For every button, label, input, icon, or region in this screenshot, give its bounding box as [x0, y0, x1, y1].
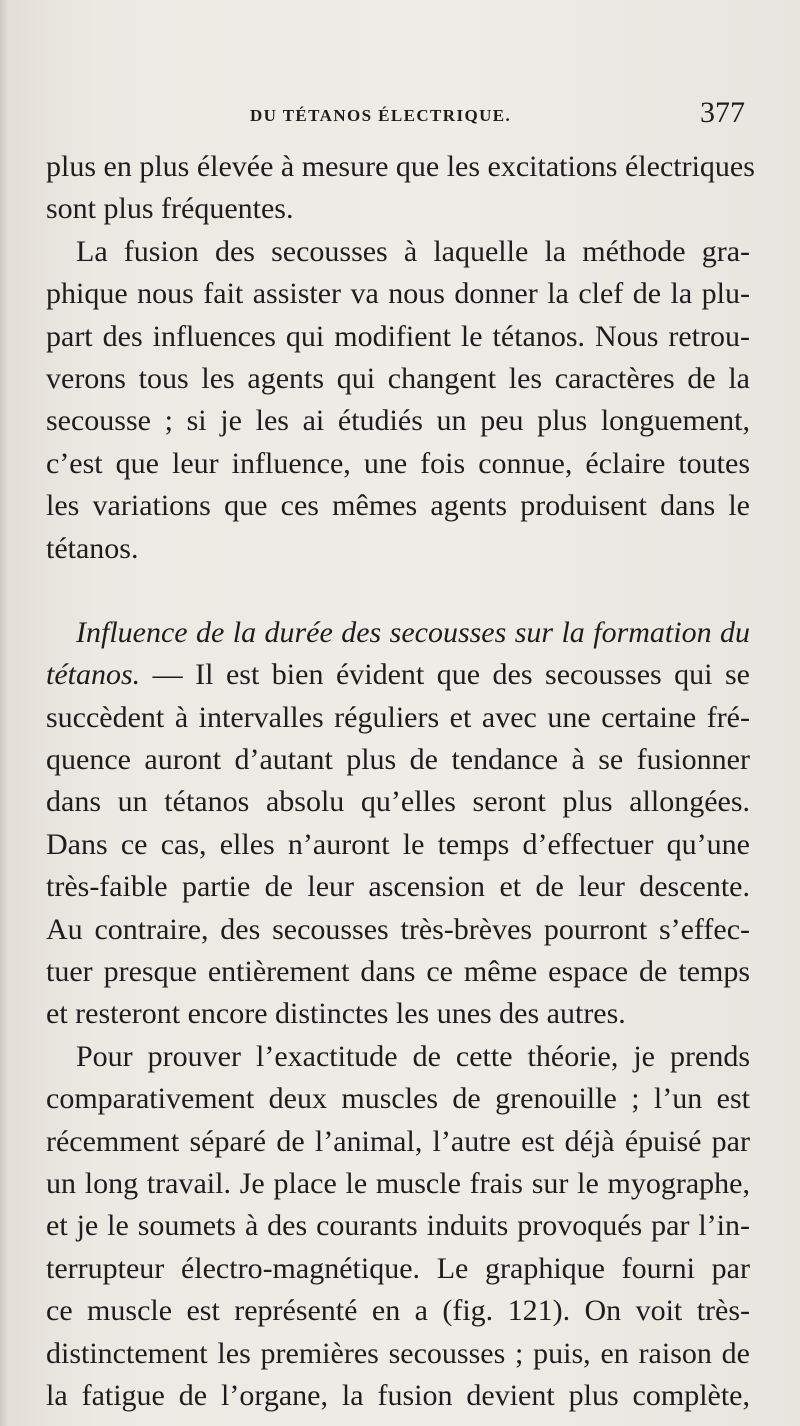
text-line: sont plus fréquentes.	[46, 192, 294, 226]
text-line: tétanos.	[46, 531, 139, 565]
text-line: les variations que ces mêmes agents produisent dans le	[46, 489, 750, 523]
text-line: distinctement les premières secousses ; puis, en raison de	[46, 1336, 750, 1370]
section-spacer	[46, 570, 750, 612]
text-line: ce muscle est représenté en a (fig. 121). On voit très-	[46, 1294, 750, 1328]
section-heading: Influence de la durée des secousses sur la formation du	[76, 615, 750, 649]
section-heading-end: tétanos.	[46, 658, 141, 692]
text-line: un long travail. Je place le muscle frais sur le myographe,	[46, 1166, 750, 1200]
text-line: terrupteur électro-magnétique. Le graphique fourni par	[46, 1251, 750, 1285]
text-line: verons tous les agents qui changent les caractères de la	[46, 361, 750, 395]
page-number: 377	[700, 96, 745, 129]
text-line: dans un tétanos absolu qu’elles seront plus allongées.	[46, 785, 750, 819]
paragraph-4	[46, 1036, 750, 1418]
running-title: DU TÉTANOS ÉLECTRIQUE.	[250, 106, 512, 125]
text-line: et je le soumets à des courants induits provoqués par l’in-	[46, 1209, 750, 1243]
text-line: Pour prouver l’exactitude de cette théorie, je prends	[76, 1039, 750, 1073]
text-line: très-faible partie de leur ascension et de leur descente.	[46, 870, 750, 904]
paragraph-1	[46, 146, 755, 231]
text-line: Dans ce cas, elles n’auront le temps d’effectuer qu’une	[46, 827, 750, 861]
text-line: et resteront encore distinctes les unes des autres.	[46, 997, 626, 1031]
paragraph-3	[46, 612, 750, 1036]
paragraph-2	[46, 231, 750, 570]
text-line	[46, 654, 750, 696]
text-line: La fusion des secousses à laquelle la méthode gra-	[76, 234, 750, 268]
text-line: c’est que leur influence, une fois connue, éclaire toutes	[46, 446, 750, 480]
running-head	[250, 96, 745, 136]
text-line: quence auront d’autant plus de tendance à se fusionner	[46, 743, 750, 777]
text-line: comparativement deux muscles de grenouille ; l’un est	[46, 1082, 750, 1116]
text-line: tuer presque entièrement dans ce même espace de temps	[46, 955, 750, 989]
text-line: secousse ; si je les ai étudiés un peu plus longuement,	[46, 404, 750, 438]
section-opening-text: — Il est bien évident que des secousses qui se	[152, 658, 750, 692]
text-line: la fatigue de l’organe, la fusion devient plus complète,	[46, 1378, 750, 1412]
text-line: plus en plus élevée à mesure que les excitations électriques	[46, 150, 755, 183]
text-line: Au contraire, des secousses très-brèves pourront s’effec-	[46, 912, 750, 946]
page-gutter-shadow	[0, 0, 10, 1426]
text-line: part des influences qui modifient le tétanos. Nous retrou-	[46, 319, 750, 353]
text-line: récemment séparé de l’animal, l’autre est déjà épuisé par	[46, 1124, 750, 1158]
body-text	[46, 146, 755, 1417]
text-line: succèdent à intervalles réguliers et avec une certaine fré-	[46, 700, 750, 734]
text-line: phique nous fait assister va nous donner la clef de la plu-	[46, 277, 750, 311]
text-line	[46, 612, 750, 654]
